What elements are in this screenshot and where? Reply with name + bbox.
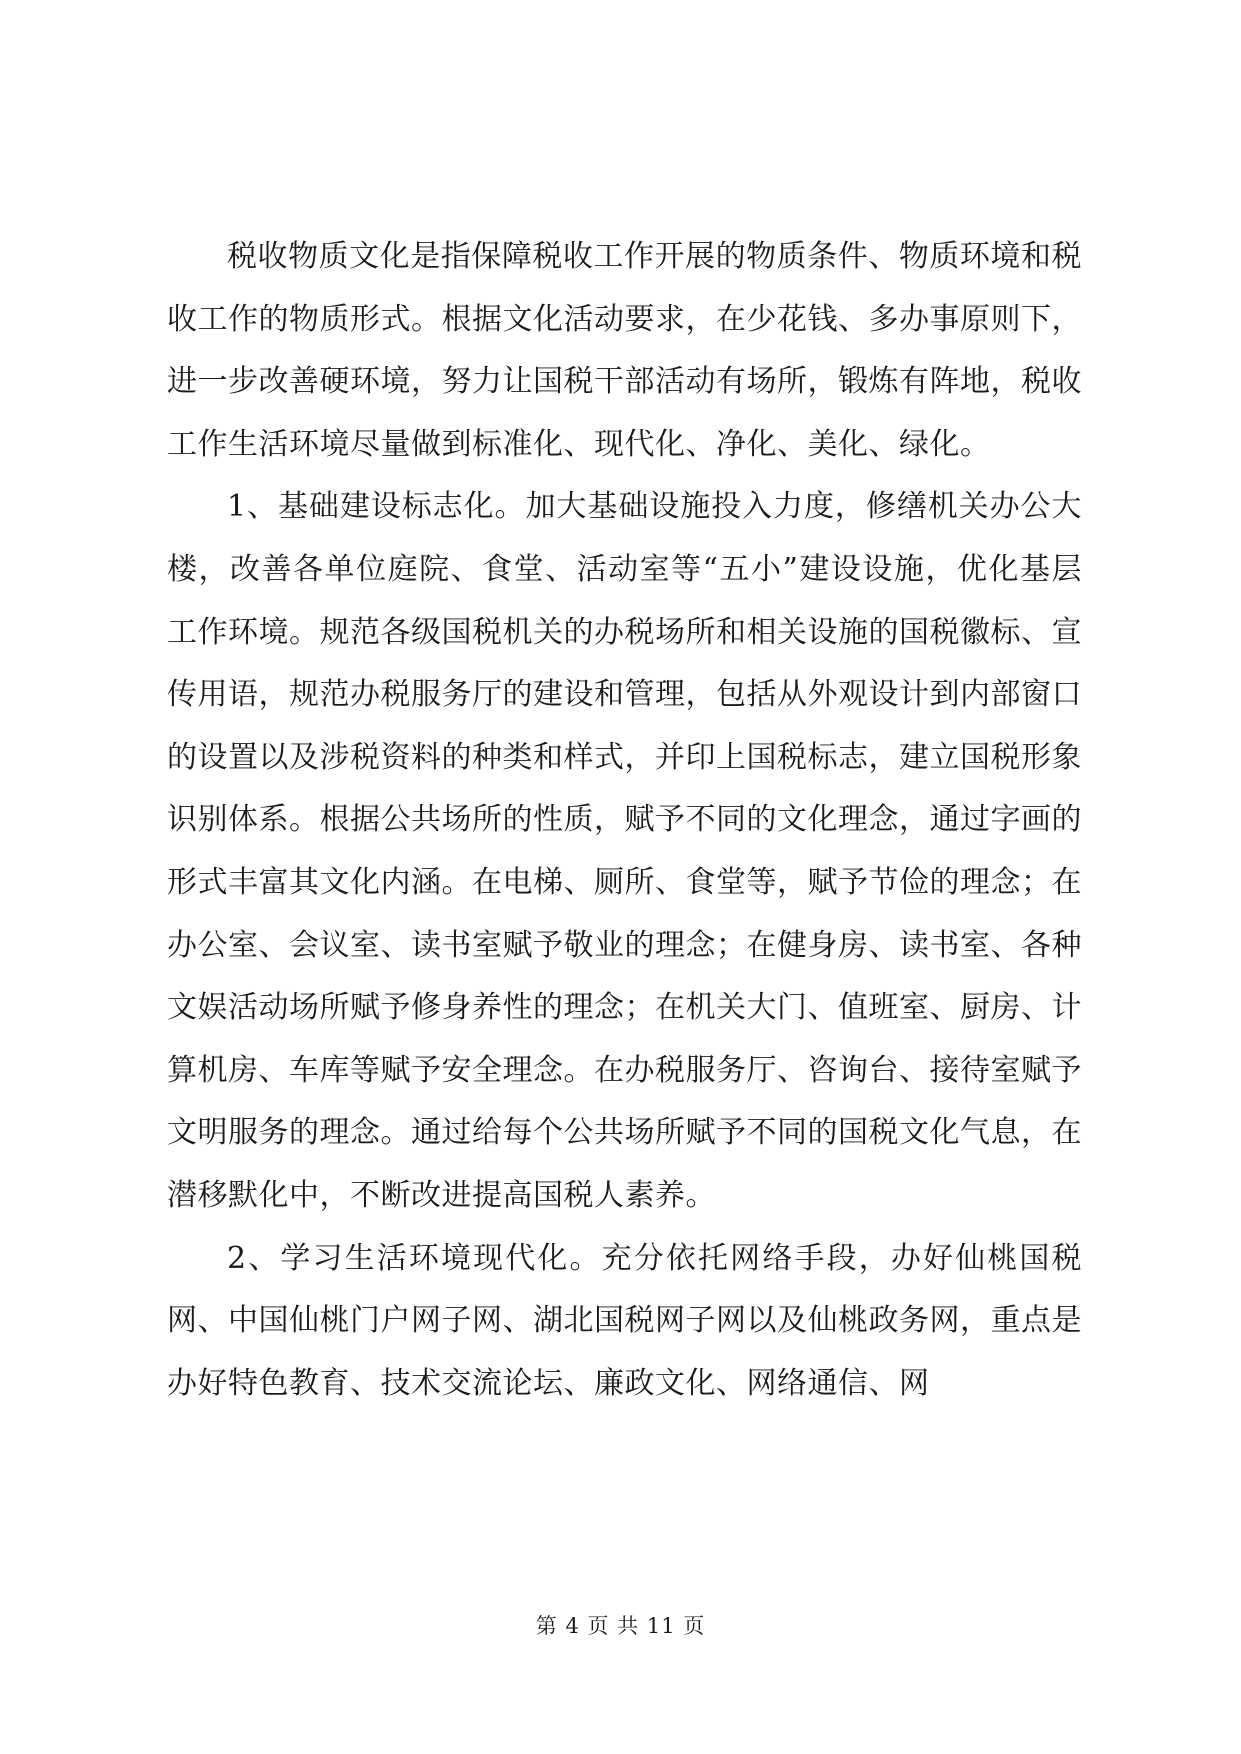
page-footer <box>0 1612 1241 1640</box>
document-body <box>167 226 1082 1415</box>
paragraph-material-culture: 税收物质文化是指保障税收工作开展的物质条件、物质环境和税收工作的物质形式。根据文化活动要求，在少花钱、多办事原则下，进一步改善硬环境，努力让国税干部活动有场所，锻炼有阵地，税收工作生活环境尽量做到标准化、现代化、净化、美化、绿化。 <box>167 239 1082 462</box>
paragraph-infrastructure: 1、基础建设标志化。加大基础设施投入力度，修缮机关办公大楼，改善各单位庭院、食堂、活动室等“五小”建设设施，优化基层工作环境。规范各级国税机关的办税场所和相关设施的国税徽标、宣传用语，规范办税服务厅的建设和管理，包括从外观设计到内部窗口的设置以及涉税资料的种类和样式，并印上国税标志，建立国税形象识别体系。根据公共场所的性质，赋予不同的文化理念，通过字画的形式丰富其文化内涵。在电梯、厕所、食堂等，赋予节俭的理念；在办公室、会议室、读书室赋予敬业的理念；在健身房、读书室、各种文娱活动场所赋予修身养性的理念；在机关大门、值班室、厨房、计算机房、车库等赋予安全理念。在办税服务厅、咨询台、接待室赋予文明服务的理念。通过给每个公共场所赋予不同的国税文化气息，在潜移默化中，不断改进提高国税人素养。 <box>167 489 1082 1213</box>
paragraph-environment-modernization: 2、学习生活环境现代化。充分依托网络手段，办好仙桃国税网、中国仙桃门户网子网、湖北国税网子网以及仙桃政务网，重点是办好特色教育、技术交流论坛、廉政文化、网络通信、网 <box>167 1240 1082 1401</box>
page-number-label: 第 4 页 共 11 页 <box>535 1614 706 1638</box>
